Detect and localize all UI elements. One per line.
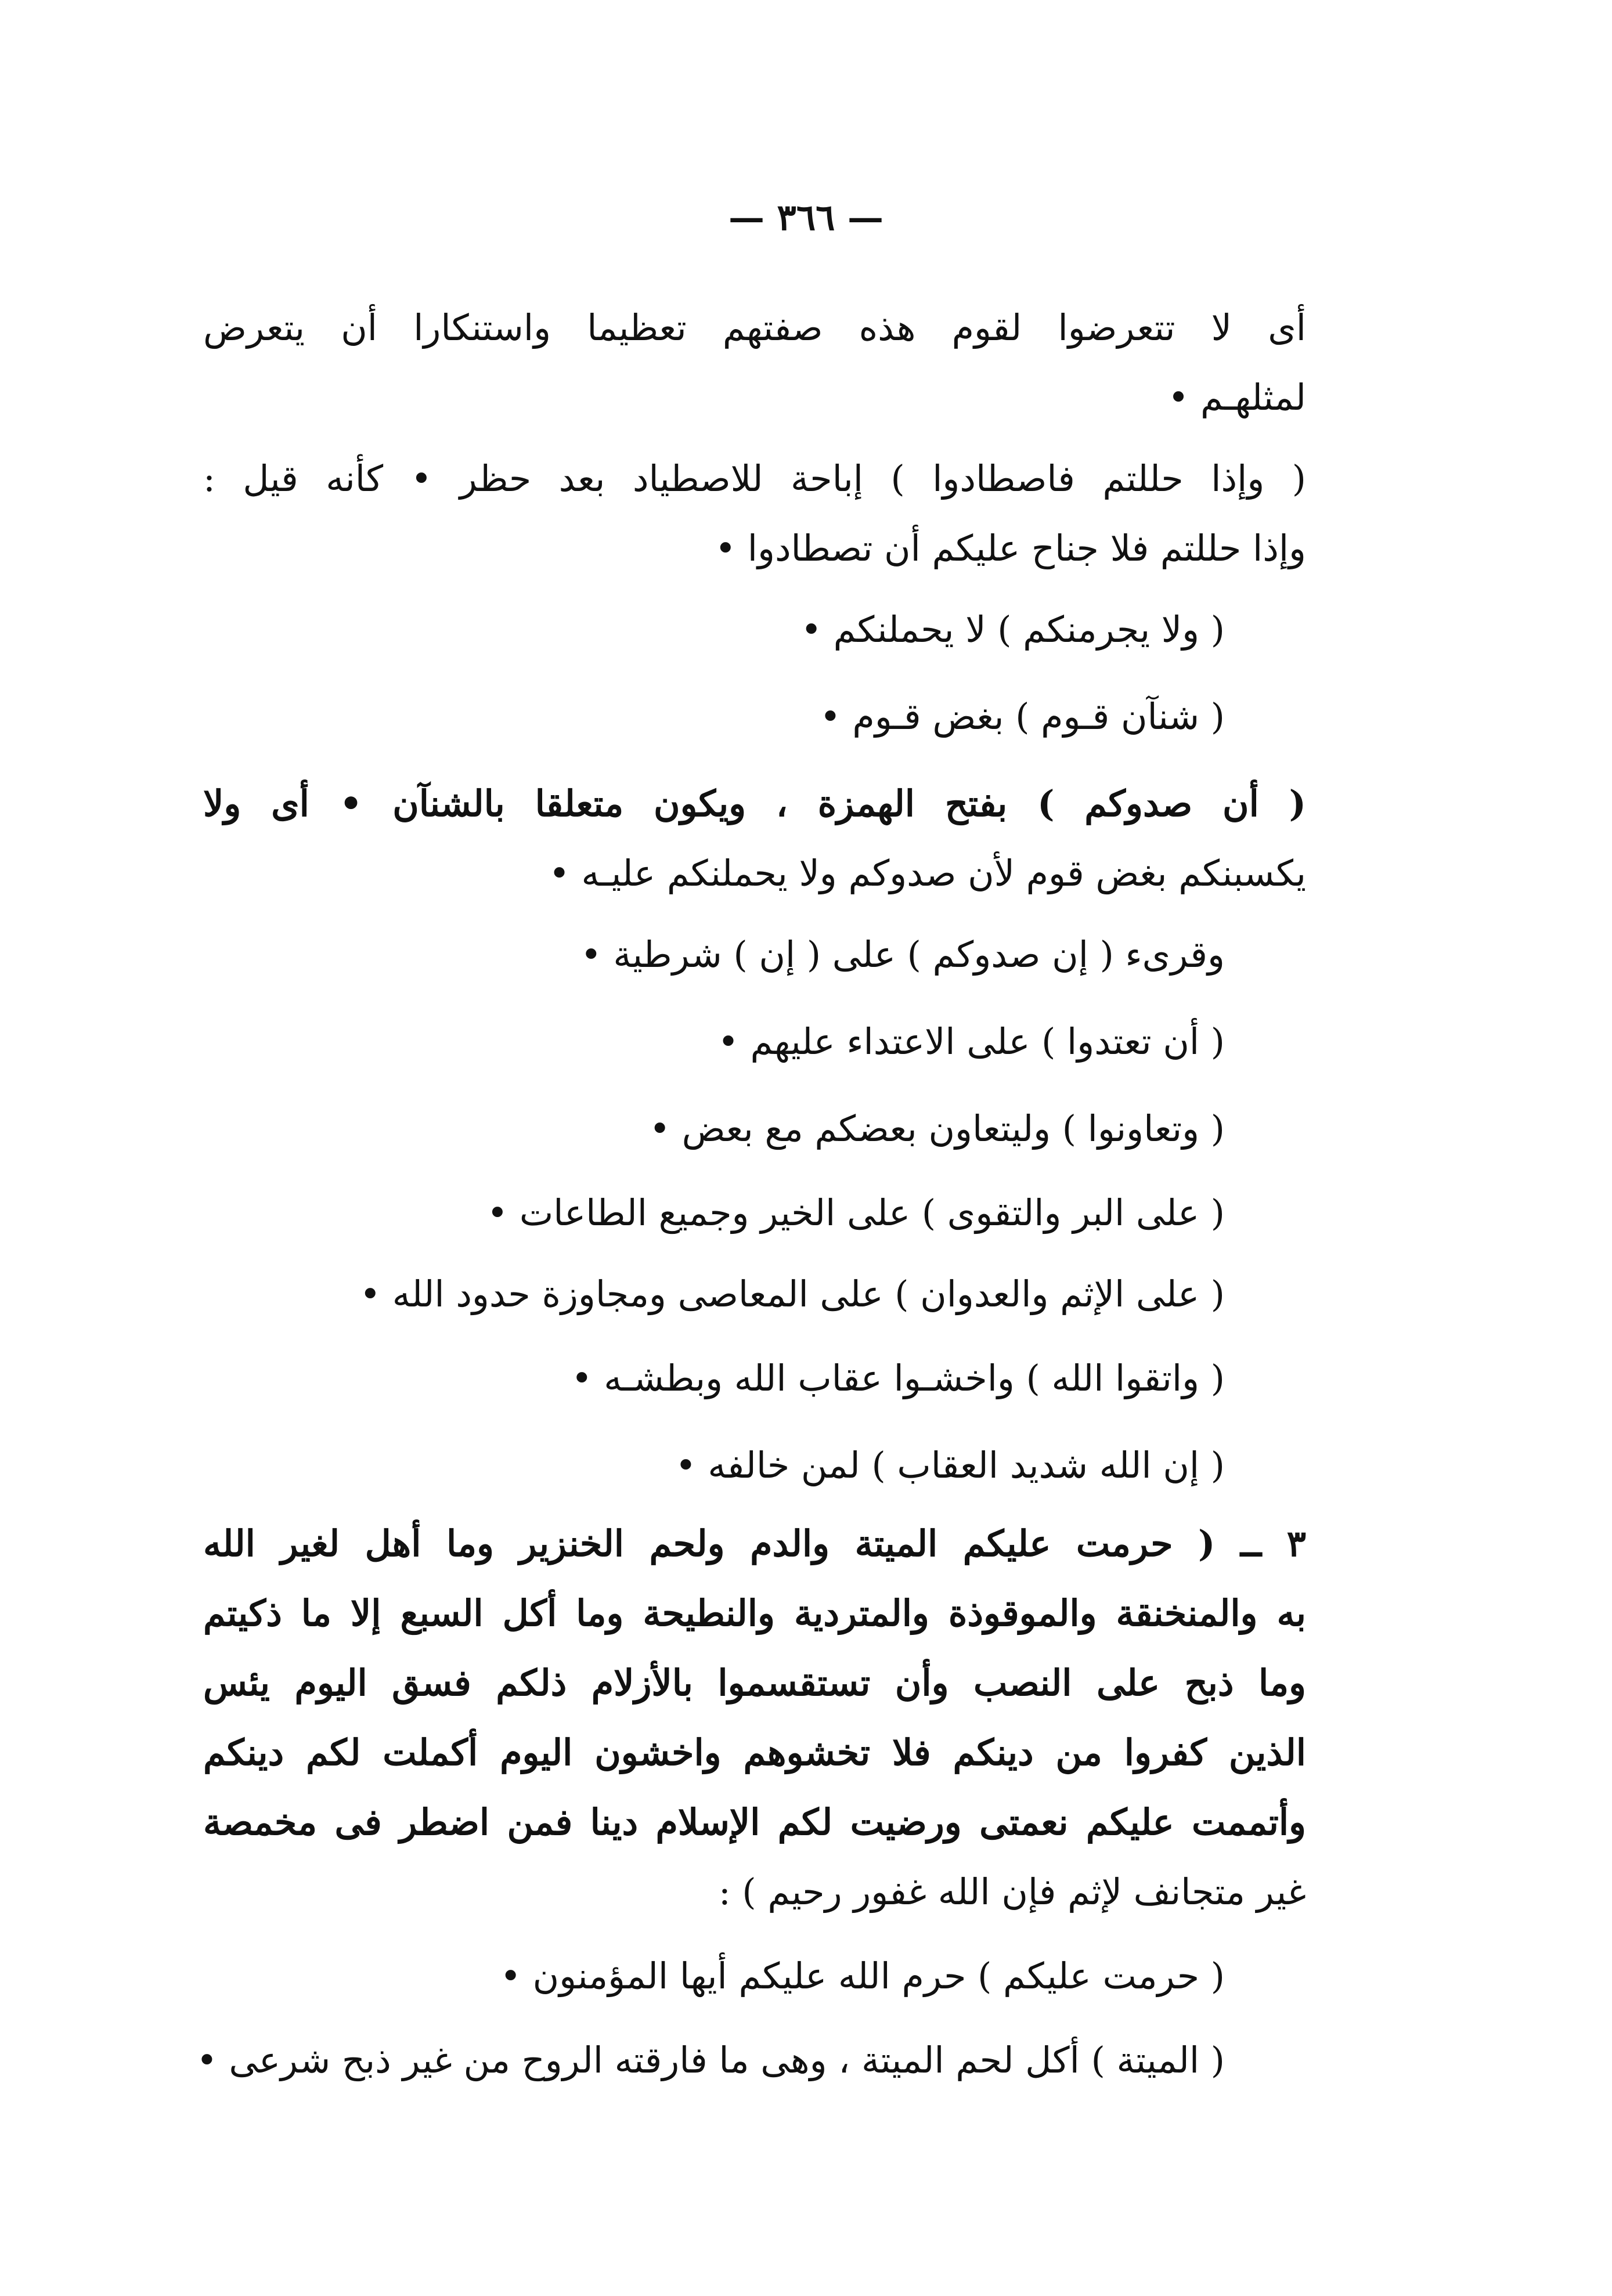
text-line: ( الميتة ) أكل لحم الميتة ، وهى ما فارقته الروح من غير ذبح شرعى • xyxy=(196,2039,1225,2081)
text-line: ( على البر والتقوى ) على الخير وجميع الطاعات • xyxy=(486,1192,1225,1234)
page-number: — ٣٦٦ — xyxy=(728,196,884,239)
text-line: يكسبنكم بغض قوم لأن صدوكم ولا يحملنكم عليـه • xyxy=(549,852,1306,894)
text-line: ( أن تعتدوا ) على الاعتداء عليهم • xyxy=(717,1020,1225,1063)
text-line: ( إن الله شديد العقاب ) لمن خالفه • xyxy=(675,1444,1225,1486)
text-line: وما ذبح على النصب وأن تستقسموا بالأزلام ذلكم فسق اليوم يئس xyxy=(203,1662,1306,1704)
text-line: الذين كفروا من دينكم فلا تخشوهم واخشون اليوم أكملت لكم دينكم xyxy=(203,1731,1306,1774)
text-line: ( على الإثم والعدوان ) على المعاصى ومجاوزة حدود الله • xyxy=(359,1273,1225,1315)
text-line: به والمنخنقة والموقوذة والمتردية والنطيحة وما أكل السبع إلا ما ذكيتم xyxy=(203,1592,1306,1634)
text-line: ( ولا يجرمنكم ) لا يحملنكم • xyxy=(800,608,1225,651)
text-line: ( وتعاونوا ) وليتعاون بعضكم مع بعض • xyxy=(649,1107,1225,1150)
text-line: ( حرمت عليكم ) حرم الله عليكم أيها المؤمنون • xyxy=(500,1955,1225,1997)
text-line: غير متجانف لإثم فإن الله غفور رحيم ) : xyxy=(718,1871,1306,1913)
text-line: وأتممت عليكم نعمتى ورضيت لكم الإسلام دينا فمن اضطر فى مخمصة xyxy=(203,1801,1306,1843)
text-line: وإذا حللتم فلا جناح عليكم أن تصطادوا • xyxy=(715,527,1306,569)
text-line: ( شنآن قـوم ) بغض قـوم • xyxy=(820,695,1225,738)
text-line: ٣ ــ ( حرمت عليكم الميتة والدم ولحم الخنزير وما أهل لغير الله xyxy=(203,1522,1306,1565)
text-line: ( وإذا حللتم فاصطادوا ) إباحة للاصطياد بعد حظر • كأنه قيل : xyxy=(203,457,1306,500)
text-line: أى لا تتعرضوا لقوم هذه صفتهم تعظيما واستنكارا أن يتعرض xyxy=(203,306,1306,349)
text-line: ( واتقوا الله ) واخشـوا عقاب الله وبطشـه • xyxy=(571,1357,1225,1399)
text-line: وقرىء ( إن صدوكم ) على ( إن ) شرطية • xyxy=(580,933,1225,976)
text-line: ( أن صدوكم ) بفتح الهمزة ، ويكون متعلقا بالشنآن • أى ولا xyxy=(203,782,1306,825)
text-line: لمثلهـم • xyxy=(1167,376,1306,418)
